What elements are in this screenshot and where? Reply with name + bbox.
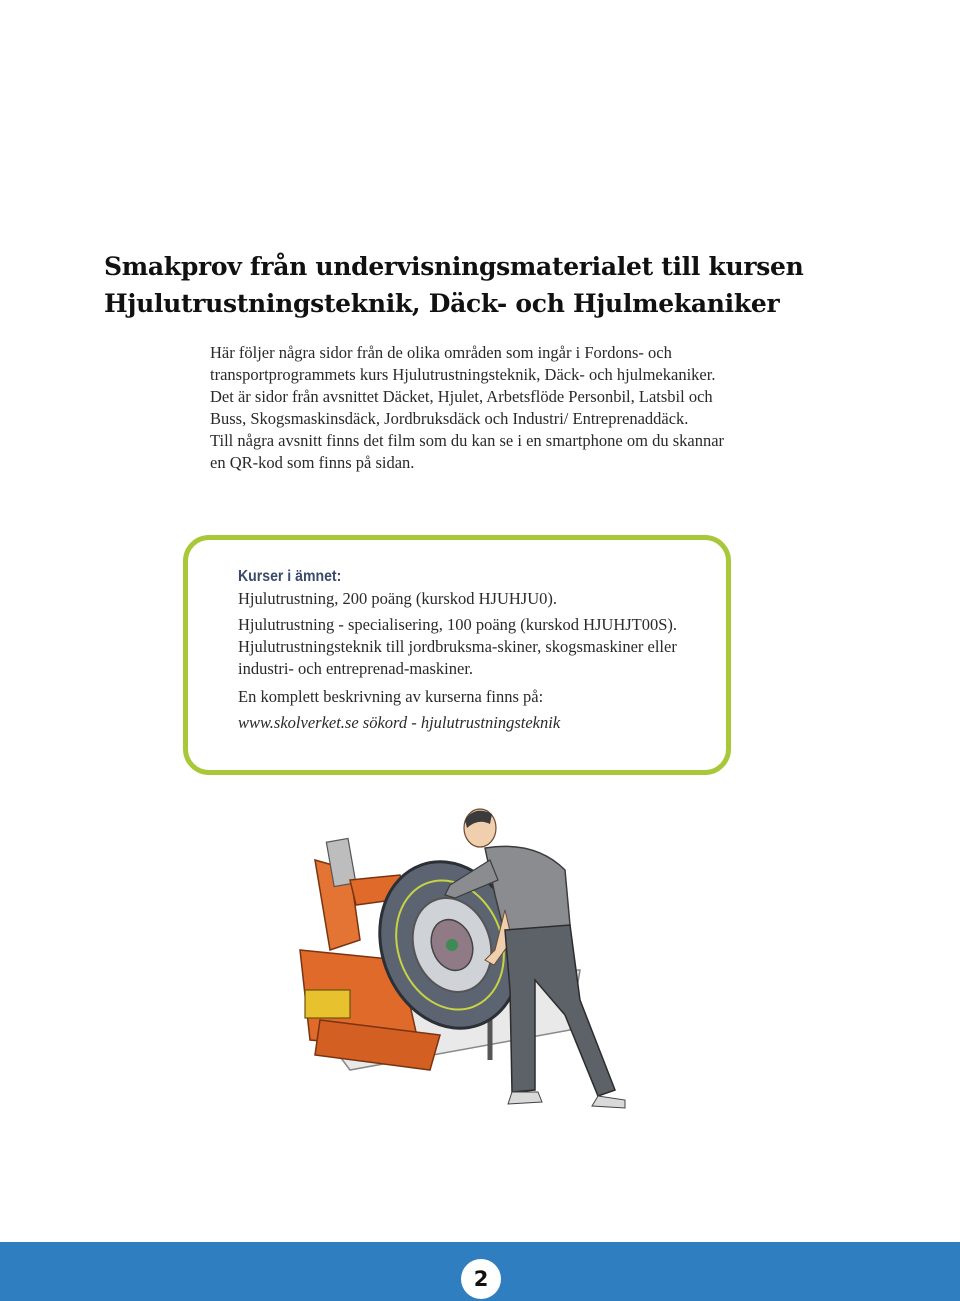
intro-text (210, 342, 730, 474)
course-info-box (183, 535, 731, 775)
intro-paragraph-3: Till några avsnitt finns det film som du kan se i en smartphone om du skannar en QR-kod som finns på sidan. (210, 431, 725, 472)
course-box-title: Kurser i ämnet: (238, 568, 342, 585)
heading-line-2: Hjulutrustningsteknik, Däck- och Hjulmekaniker (104, 289, 780, 318)
course-1: Hjulutrustning, 200 poäng (kurskod HJUHJU0). (238, 589, 557, 608)
page-number: 2 (461, 1259, 501, 1299)
heading-line-1: Smakprov från undervisningsmaterialet till kursen (104, 252, 804, 281)
course-2: Hjulutrustning - specialisering, 100 poäng (kurskod HJUHJT00S). Hjulutrustningsteknik till jordbruksma-skiner, skogsmaskiner eller industri- och entreprenad-maskiner. (238, 615, 678, 678)
tire-mechanic-illustration (280, 800, 650, 1120)
more-info-text: En komplett beskrivning av kurserna finns på: (238, 687, 544, 706)
page-heading (104, 248, 904, 322)
intro-paragraph-1: Här följer några sidor från de olika områden som ingår i Fordons- och transportprogrammets kurs Hjulutrustningsteknik, Däck- och hjulmekaniker. (210, 343, 716, 384)
intro-paragraph-2: Det är sidor från avsnittet Däcket, Hjulet, Arbetsflöde Personbil, Latsbil och Buss, Skogsmaskinsdäck, Jordbruksdäck och Industri/ Entreprenaddäck. (210, 387, 713, 428)
skolverket-link[interactable]: www.skolverket.se sökord - hjulutrustningsteknik (238, 713, 561, 732)
